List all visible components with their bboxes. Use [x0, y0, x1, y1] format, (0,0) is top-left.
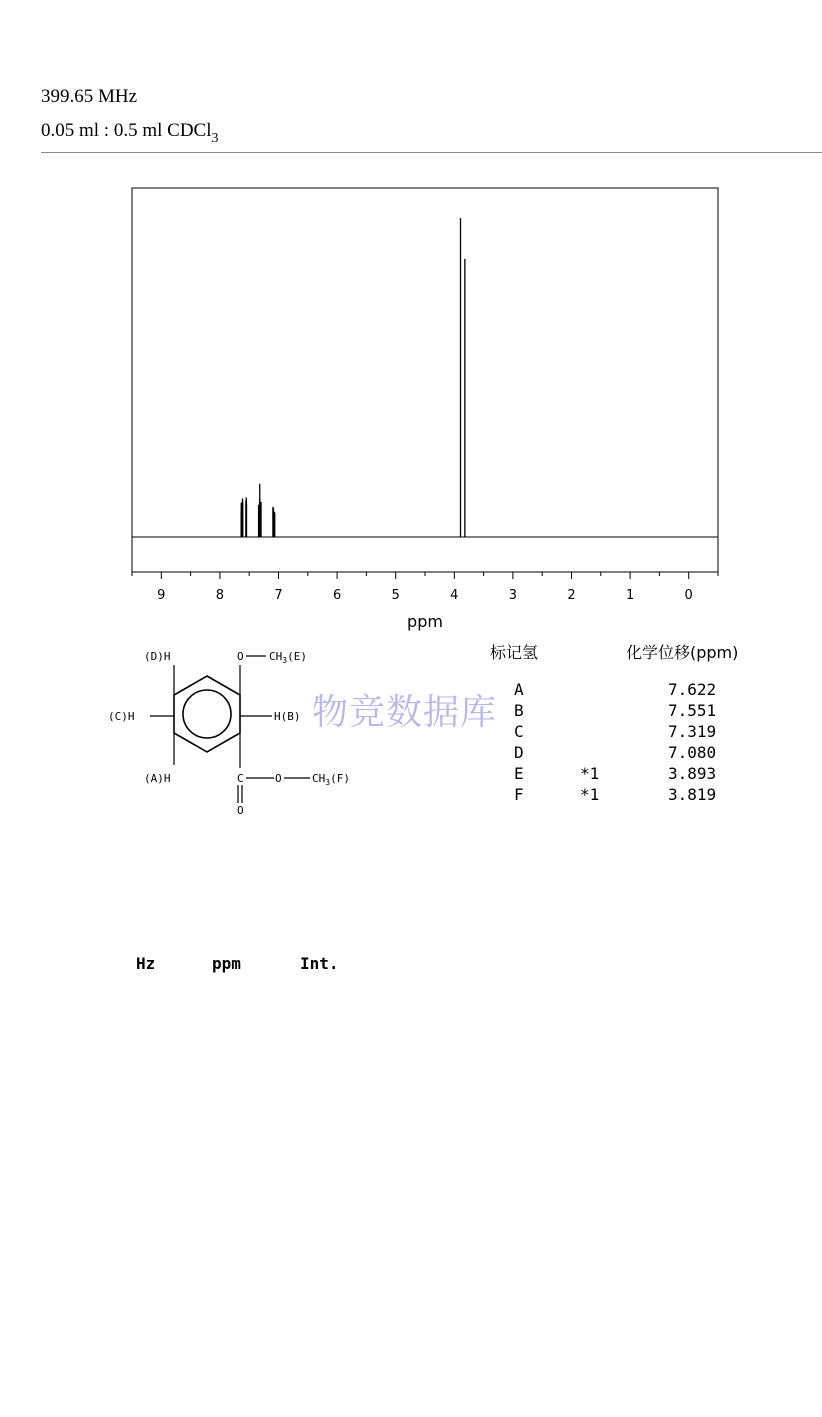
spectrometer-frequency: 399.65 MHz	[41, 86, 138, 107]
assignment-shift: 7.622	[668, 680, 717, 699]
methyl-f-tag: (F)	[330, 772, 350, 785]
x-tick-label: 3	[508, 588, 518, 603]
x-tick-label: 0	[684, 588, 693, 603]
x-tick-label: 5	[391, 588, 400, 603]
label-carbonyl-oxygen: O	[237, 804, 244, 817]
x-tick-label: 2	[567, 588, 576, 603]
label-d-h: (D)H	[144, 650, 171, 663]
label-methyl-f	[312, 772, 350, 787]
x-axis-ticks	[132, 572, 718, 603]
label-oxygen-ether: O	[237, 650, 244, 663]
assignment-label: C	[514, 722, 524, 741]
methyl-e-tag: (E)	[287, 650, 307, 663]
assignment-shift: 3.819	[668, 785, 717, 804]
solvent-subscript: 3	[211, 131, 219, 146]
assignment-label: D	[514, 743, 524, 762]
assignment-note: *1	[580, 764, 600, 783]
x-tick-label: 7	[274, 588, 283, 603]
label-oxygen-ester: O	[275, 772, 282, 785]
assignment-label: A	[514, 680, 524, 699]
label-carbonyl-carbon: C	[237, 772, 244, 785]
nmr-spectrum-chart	[0, 0, 822, 640]
x-tick-label: 9	[157, 588, 166, 603]
label-c-h: (C)H	[108, 710, 135, 723]
assignment-shift: 7.551	[668, 701, 717, 720]
col-header-ppm: ppm	[212, 954, 241, 973]
assignment-note: *1	[580, 785, 600, 804]
watermark: 物竞数据库	[312, 692, 498, 733]
methyl-f-ch: CH	[312, 772, 326, 785]
assignment-header-label: 标记氢	[490, 643, 539, 662]
methyl-e-sub: 3	[282, 656, 288, 665]
x-tick-label: 1	[625, 588, 635, 603]
x-tick-label: 8	[215, 588, 225, 603]
methyl-e-ch: CH	[269, 650, 283, 663]
peaks-layer	[241, 218, 465, 537]
x-tick-label: 6	[332, 588, 342, 603]
x-tick-label: 4	[450, 588, 459, 603]
assignment-label: E	[514, 764, 524, 783]
methyl-f-sub: 3	[325, 778, 331, 787]
plot-frame	[132, 188, 718, 572]
assignment-shift: 3.893	[668, 764, 717, 783]
label-h-b: H(B)	[274, 710, 301, 723]
col-header-int: Int.	[300, 954, 339, 973]
benzene-ring	[174, 676, 240, 752]
solvent-text: 0.05 ml : 0.5 ml CDCl	[41, 120, 212, 141]
assignment-shift: 7.080	[668, 743, 717, 762]
assignment-label: F	[514, 785, 524, 804]
assignment-shift: 7.319	[668, 722, 717, 741]
label-a-h: (A)H	[144, 772, 171, 785]
x-axis-label: ppm	[407, 612, 443, 631]
assignment-label: B	[514, 701, 524, 720]
col-header-hz: Hz	[136, 954, 156, 973]
assignment-header-shift: 化学位移(ppm)	[626, 643, 739, 662]
label-methyl-e	[269, 650, 307, 665]
